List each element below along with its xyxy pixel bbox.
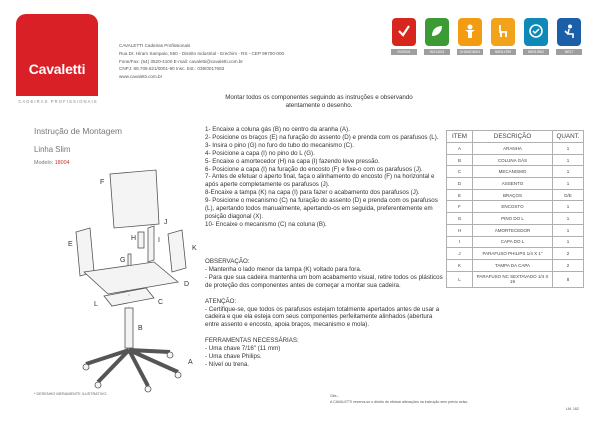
company-address: Rua Dr. Hiram Sampaio, 550 - Distrito Industrial - Erechim - RS - CEP 99700-000: [119, 50, 285, 56]
armrest-left-part: [76, 228, 94, 276]
quantity-cell: 1: [553, 166, 584, 178]
table-row: [447, 259, 584, 271]
step-item: 7- Antes de efetuar o aperto final, faça o alinhamento do encosto (F) na horizontal e após aperte completamente os parafusos (J).: [205, 173, 435, 189]
caster-wheel: [83, 364, 89, 370]
certifications: [392, 18, 584, 60]
ohsas18001-badge: [458, 18, 482, 54]
label-c: C: [158, 299, 164, 306]
description-cell: PARAFUSO NC SEXTAVADO 1/4 X 19: [473, 271, 553, 287]
tools-heading: FERRAMENTAS NECESSÁRIAS:: [205, 337, 299, 345]
description-cell: CAPA DO L: [473, 236, 553, 248]
label-i: I: [158, 237, 160, 244]
gas-column-part: [125, 308, 133, 348]
step-item: 9- Posicione o mecanismo (C) na furação do assento (D) e prenda com os parafusos (L), apertando todos manualmente, apertando-os em seguida, preferentemente em posição diagonal (X).: [205, 197, 438, 220]
note-label: Obs.:: [330, 394, 339, 398]
quantity-cell: 1: [553, 224, 584, 236]
table-row: [447, 248, 584, 260]
column-header: ITEM: [447, 131, 473, 143]
quantity-cell: 1: [553, 213, 584, 225]
description-cell: PARAFUSO PHILIPS 1/4 X 1": [473, 248, 553, 260]
chair-icon: [495, 23, 511, 39]
item-cell: J: [447, 248, 473, 260]
company-phone: Fone/Fax: (54) 3520-4100 E-mail: cavaletti@cavaletti.com.br: [119, 58, 243, 64]
tool-item: - Uma chave Philips.: [205, 353, 262, 361]
iso14001-badge: [425, 18, 449, 54]
caster-wheel: [145, 386, 151, 392]
intro-text: Montar todos os componentes seguindo as instruções e observando atentamente o desenho.: [225, 94, 413, 109]
table-row: [447, 236, 584, 248]
quantity-cell: D/E: [553, 189, 584, 201]
caster-wheel: [95, 382, 101, 388]
label-h: H: [131, 235, 137, 242]
label-f: F: [100, 179, 105, 186]
seal-icon: [528, 23, 544, 39]
tool-item: - Nível ou trena.: [205, 360, 250, 368]
table-row: [447, 143, 584, 155]
step-item: 5- Encaixe o amortecedor (H) na capa (I) fazendo leve pressão.: [205, 157, 380, 165]
label-a: A: [188, 359, 193, 366]
item-cell: A: [447, 143, 473, 155]
logo-text: Cavaletti: [28, 61, 86, 77]
step-item: 2- Posicione os braços (E) na furação do assento (D) e prenda com os parafusos (L).: [205, 133, 439, 141]
label-e: E: [68, 241, 73, 248]
table-row: [447, 154, 584, 166]
quantity-cell: 1: [553, 178, 584, 190]
column-header: QUANT.: [553, 131, 584, 143]
step-item: 3- Insira o pino (G) no furo do tubo do mecanismo (C).: [205, 141, 354, 149]
exploded-chair-drawing: [28, 168, 228, 398]
star-base-part: [86, 350, 178, 386]
illustration-footnote: * DESENHO MERAMENTE ILUSTRATIVO.: [34, 392, 108, 396]
label-d: D: [184, 281, 190, 288]
item-cell: K: [447, 259, 473, 271]
attention-heading: ATENÇÃO:: [205, 297, 237, 305]
cert-label: NBR14789: [490, 49, 516, 55]
logo-subtitle: CADEIRAS PROFISSIONAIS: [18, 99, 98, 104]
quantity-cell: 1: [553, 143, 584, 155]
item-cell: E: [447, 189, 473, 201]
description-cell: AMORTECEDOR: [473, 224, 553, 236]
quantity-cell: 1: [553, 201, 584, 213]
cert-label: ISO14001: [424, 49, 450, 55]
company-cnpj: CNPJ: 88.709.621/0001-90 Insc. Est.: 039/0017663: [119, 66, 225, 72]
assembly-steps: [205, 126, 445, 229]
table-row: [447, 166, 584, 178]
item-cell: G: [447, 213, 473, 225]
backrest-part: [110, 170, 159, 228]
damper-part: [138, 232, 144, 248]
nr17-badge: [557, 18, 581, 54]
model-label: Modelo:: [34, 160, 54, 166]
cert-label: OHSAS18001: [457, 49, 483, 55]
company-info: [119, 42, 284, 81]
table-row: [447, 224, 584, 236]
description-cell: ENCOSTO: [473, 201, 553, 213]
quantity-cell: 8: [553, 271, 584, 287]
table-row: [447, 189, 584, 201]
description-cell: TAMPA DA CAPA: [473, 259, 553, 271]
attention-text: - Certifique-se, que todos os parafusos estejam totalmente apertados antes de usar a cadeira e que ela esteja com seus componentes perfeitamente alinhados (abertura entre assento e encosto, apoia braços, mecanismo e mola).: [205, 305, 440, 329]
table-row: [447, 213, 584, 225]
company-name: CAVALETTI Cadeiras Profissionais: [119, 43, 191, 48]
armrest-right-part: [168, 230, 186, 272]
table-row: [447, 178, 584, 190]
quantity-cell: 2: [553, 248, 584, 260]
ergonomics-icon: [561, 23, 577, 39]
column-header: DESCRIÇÃO: [473, 131, 553, 143]
caster-wheel: [167, 352, 173, 358]
table-header-row: [447, 131, 584, 143]
table-row: [447, 271, 584, 287]
table-row: [447, 201, 584, 213]
cert-label: NBR13962: [523, 49, 549, 55]
label-g: G: [120, 257, 126, 264]
model-number: 18004: [54, 160, 70, 166]
step-item: 1- Encaixe a coluna gás (B) no centro da aranha (A).: [205, 126, 350, 133]
description-cell: MECANISMO: [473, 166, 553, 178]
label-k: K: [192, 245, 197, 252]
item-cell: C: [447, 166, 473, 178]
item-cell: D: [447, 178, 473, 190]
description-cell: ASSENTO: [473, 178, 553, 190]
quantity-cell: 2: [553, 259, 584, 271]
parts-table: [446, 130, 584, 288]
quantity-cell: 1: [553, 236, 584, 248]
item-cell: F: [447, 201, 473, 213]
step-item: 6- Posicione a capa (I) na furação do encosto (F) e fixe-o com os parafusos (J).: [205, 165, 423, 173]
quantity-cell: 1: [553, 154, 584, 166]
document-code: LM. 162: [566, 407, 579, 411]
nbr13962-badge: [524, 18, 548, 54]
leaf-icon: [429, 23, 445, 39]
cavaletti-logo: [16, 14, 98, 96]
observation-item: - Mantenha o lado menor da tampa (K) voltado para fora.: [205, 265, 362, 273]
description-cell: COLUNA GÁS: [473, 154, 553, 166]
seat-part: [84, 262, 178, 294]
page-title: Instrução de Montagem: [34, 126, 122, 136]
iso9001-badge: [392, 18, 416, 54]
item-cell: I: [447, 236, 473, 248]
item-cell: L: [447, 271, 473, 287]
tool-item: - Uma chave 7/16" (11 mm): [205, 345, 281, 353]
nbr14789-badge: [491, 18, 515, 54]
item-cell: H: [447, 224, 473, 236]
product-line: Linha Slim: [34, 145, 71, 154]
label-l: L: [94, 301, 98, 308]
cert-label: NR17: [556, 49, 582, 55]
observations-section: [205, 258, 445, 369]
l-cover-part: [148, 226, 154, 262]
step-item: 8-Encaixe a tampa (K) na capa (I) para fazer o acabamento dos parafusos (J).: [205, 189, 420, 197]
note-text: A CAVALETTI reserva-se o direito de efetuar alterações na instrução sem prévio aviso.: [330, 400, 469, 404]
observation-item: - Para que sua cadeira mantenha um bom acabamento visual, retire todos os plásticos de proteção dos componentes antes de começar a montar sua cadeira.: [205, 273, 443, 289]
description-cell: BRAÇOS: [473, 189, 553, 201]
model-info: [34, 160, 70, 166]
step-item: 10- Encaixe o mecanismo (C) na coluna (B).: [205, 220, 327, 228]
observation-heading: OBSERVAÇÃO:: [205, 258, 250, 265]
item-cell: B: [447, 154, 473, 166]
pin-part: [128, 254, 131, 266]
cert-label: ISO9001: [391, 49, 417, 55]
label-b: B: [138, 325, 143, 332]
description-cell: ARANHA: [473, 143, 553, 155]
description-cell: PINO DO L: [473, 213, 553, 225]
check-icon: [396, 23, 412, 39]
label-j: J: [164, 219, 168, 226]
person-icon: [462, 23, 478, 39]
company-website: www.cavaletti.com.br: [119, 74, 163, 80]
caster-wheel: [175, 372, 181, 378]
step-item: 4- Posicione a capa (I) no pino do L (G).: [205, 149, 315, 157]
